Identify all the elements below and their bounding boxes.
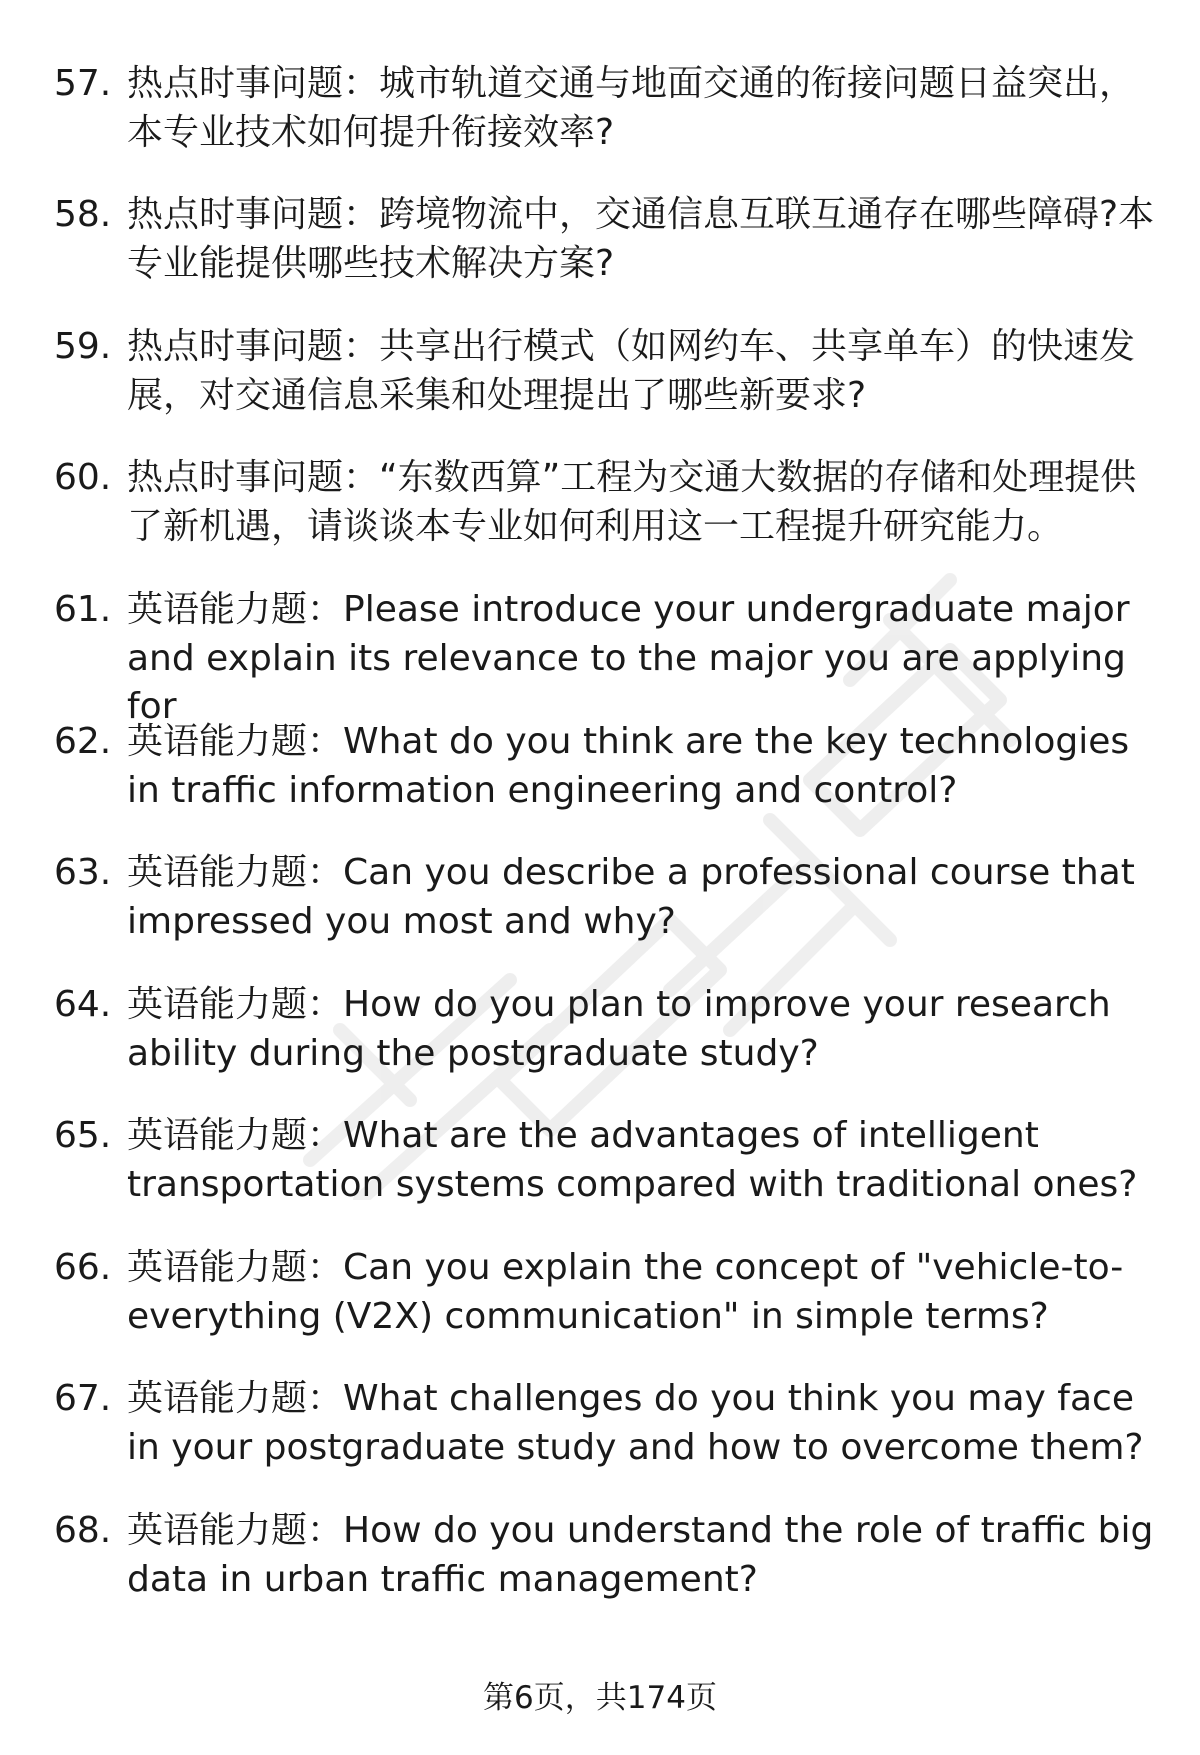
question-number: 61.: [54, 589, 112, 630]
page-number-label: 第6页，共174页: [483, 1680, 717, 1716]
question-number: 62.: [54, 721, 112, 762]
question-number: 60.: [54, 457, 112, 498]
question-text: 英语能力题：Can you explain the concept of "vehicle-to-everything (V2X) communication" in simple terms?: [127, 1247, 1124, 1337]
question-text: 热点时事问题：跨境物流中，交通信息互联互通存在哪些障碍?本专业能提供哪些技术解决方案?: [127, 194, 1155, 284]
question-number: 64.: [54, 984, 112, 1025]
question-text: 英语能力题：Please introduce your undergraduate major and explain its relevance to the major you are applying for: [127, 589, 1130, 727]
question-number: 68.: [54, 1510, 112, 1551]
question-number: 58.: [54, 194, 112, 235]
question-text: 热点时事问题：共享出行模式（如网约车、共享单车）的快速发展，对交通信息采集和处理提出了哪些新要求?: [127, 326, 1136, 416]
question-number: 63.: [54, 852, 112, 893]
question-text: 英语能力题：How do you plan to improve your research ability during the postgraduate study?: [127, 984, 1111, 1074]
question-text: 英语能力题：What challenges do you think you may face in your postgraduate study and how to overcome them?: [127, 1378, 1144, 1468]
question-number: 67.: [54, 1378, 112, 1419]
question-number: 59.: [54, 326, 112, 367]
question-text: 英语能力题：How do you understand the role of traffic big data in urban traffic management?: [127, 1510, 1154, 1600]
question-number: 66.: [54, 1247, 112, 1288]
question-text: 英语能力题：Can you describe a professional course that impressed you most and why?: [127, 852, 1135, 942]
question-text: 英语能力题：What do you think are the key technologies in traffic information engineering and control?: [127, 721, 1130, 811]
question-number: 65.: [54, 1115, 112, 1156]
question-text: 热点时事问题：城市轨道交通与地面交通的衔接问题日益突出，本专业技术如何提升衔接效率?: [127, 63, 1136, 153]
question-text: 热点时事问题：“东数西算”工程为交通大数据的存储和处理提供了新机遇，请谈谈本专业如何利用这一工程提升研究能力。: [127, 457, 1137, 547]
question-text: 英语能力题：What are the advantages of intelligent transportation systems compared with traditional ones?: [127, 1115, 1138, 1205]
question-number: 57.: [54, 63, 112, 104]
page-footer: [0, 1678, 1200, 1718]
